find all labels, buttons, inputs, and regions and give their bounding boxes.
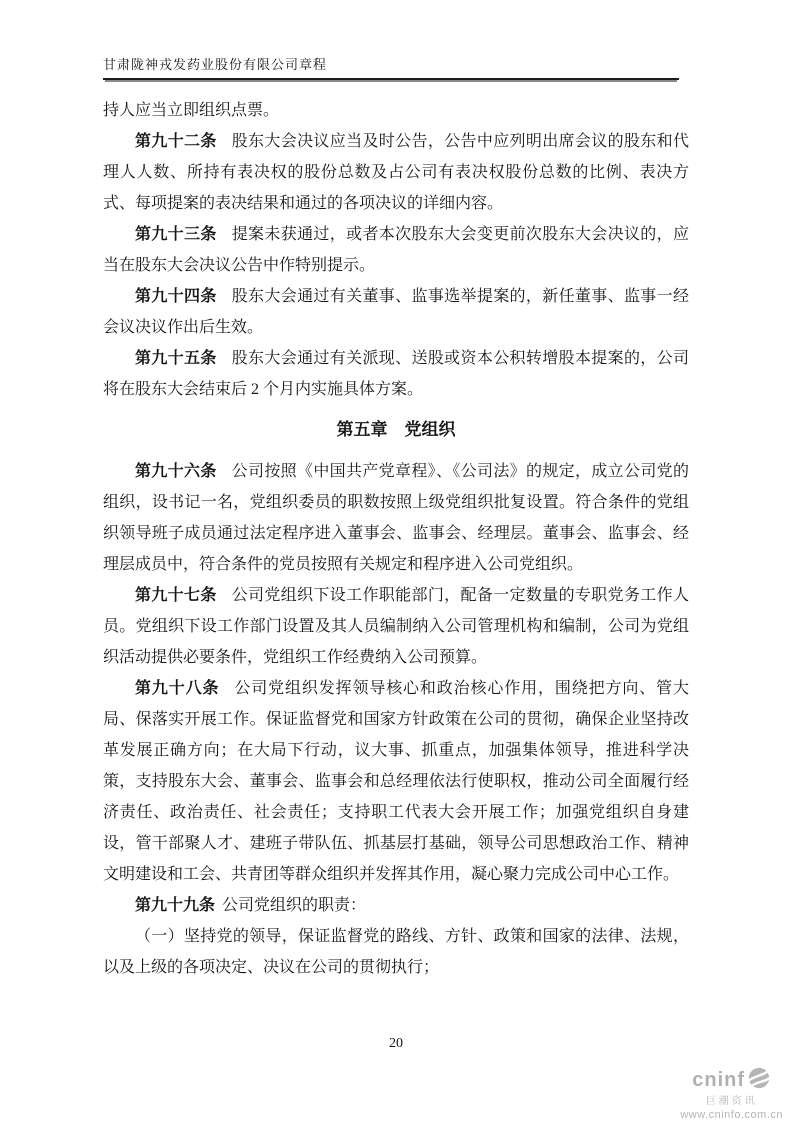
article-99	[103, 890, 689, 921]
article-97-number: 第九十七条	[135, 587, 217, 604]
chapter-heading: 第五章 党组织	[336, 420, 456, 439]
cninfo-url: www.cninfo.com.cn	[680, 1108, 783, 1121]
article-93	[103, 219, 689, 281]
header-title: 甘肃陇神戎发药业股份有限公司章程	[103, 57, 328, 72]
cninfo-watermark	[680, 1066, 783, 1121]
article-94-text: 股东大会通过有关董事、监事选举提案的，新任董事、监事一经会议决议作出后生效。	[103, 288, 689, 336]
clause-item-1: （一）坚持党的领导，保证监督党的路线、方针、政策和国家的法律、法规，以及上级的各项决定、决议在公司的贯彻执行；	[103, 928, 689, 976]
page-header	[103, 54, 679, 80]
cninfo-chinese-name: 巨潮资讯	[705, 1095, 758, 1107]
article-94	[103, 281, 689, 343]
article-92-text: 股东大会决议应当及时公告，公告中应列明出席会议的股东和代理人人数、所持有表决权的股份总数及占公司有表决权股份总数的比例、表决方式、每项提案的表决结果和通过的各项决议的详细内容。	[103, 133, 689, 212]
article-95-number: 第九十五条	[135, 350, 217, 367]
article-96-number: 第九十六条	[135, 463, 217, 480]
article-93-text: 提案未获通过，或者本次股东大会变更前次股东大会决议的，应当在股东大会决议公告中作特别提示。	[103, 226, 689, 274]
article-97-text: 公司党组织下设工作职能部门，配备一定数量的专职党务工作人员。党组织下设工作部门设置及其人员编制纳入公司管理机构和编制，公司为党组织活动提供必要条件，党组织工作经费纳入公司预算。	[103, 587, 689, 666]
article-98-number: 第九十八条	[135, 680, 220, 697]
article-96-text: 公司按照《中国共产党章程》、《公司法》的规定，成立公司党的组织，设书记一名，党组织委员的职数按照上级党组织批复设置。符合条件的党组织领导班子成员通过法定程序进入董事会、监事会、经理层。董事会、监事会、经理层成员中，符合条件的党员按照有关规定和程序进入公司党组织。	[103, 463, 689, 573]
article-99-number: 第九十九条	[135, 897, 216, 914]
article-99-text: 公司党组织的职责：	[222, 897, 367, 914]
article-98	[103, 673, 689, 890]
article-97	[103, 580, 689, 673]
paragraph-continuation: 持人应当立即组织点票。	[103, 102, 280, 119]
article-98-text: 公司党组织发挥领导核心和政治核心作用，围绕把方向、管大局、保落实开展工作。保证监督党和国家方针政策在公司的贯彻，确保企业坚持改革发展正确方向；在大局下行动，议大事、抓重点，加强集体领导，推进科学决策，支持股东大会、董事会、监事会和总经理依法行使职权，推动公司全面履行经济责任、政治责任、社会责任；支持职工代表大会开展工作；加强党组织自身建设，管干部聚人才、建班子带队伍、抓基层打基础，领导公司思想政治工作、精神文明建设和工会、共青团等群众组织并发挥其作用，凝心聚力完成公司中心工作。	[103, 680, 689, 883]
cninfo-logo-text: cninf	[692, 1069, 746, 1092]
article-95-text: 股东大会通过有关派现、送股或资本公积转增股本提案的，公司将在股东大会结束后 2 个月内实施具体方案。	[103, 350, 689, 398]
article-92-number: 第九十二条	[135, 133, 217, 150]
document-body	[103, 95, 689, 983]
page-number: 20	[389, 1036, 403, 1051]
cninfo-logo-row	[692, 1066, 771, 1095]
article-93-number: 第九十三条	[135, 226, 217, 243]
article-92	[103, 126, 689, 219]
article-95	[103, 343, 689, 405]
cninfo-swirl-icon	[747, 1066, 771, 1095]
article-94-number: 第九十四条	[135, 288, 217, 305]
article-96	[103, 456, 689, 580]
